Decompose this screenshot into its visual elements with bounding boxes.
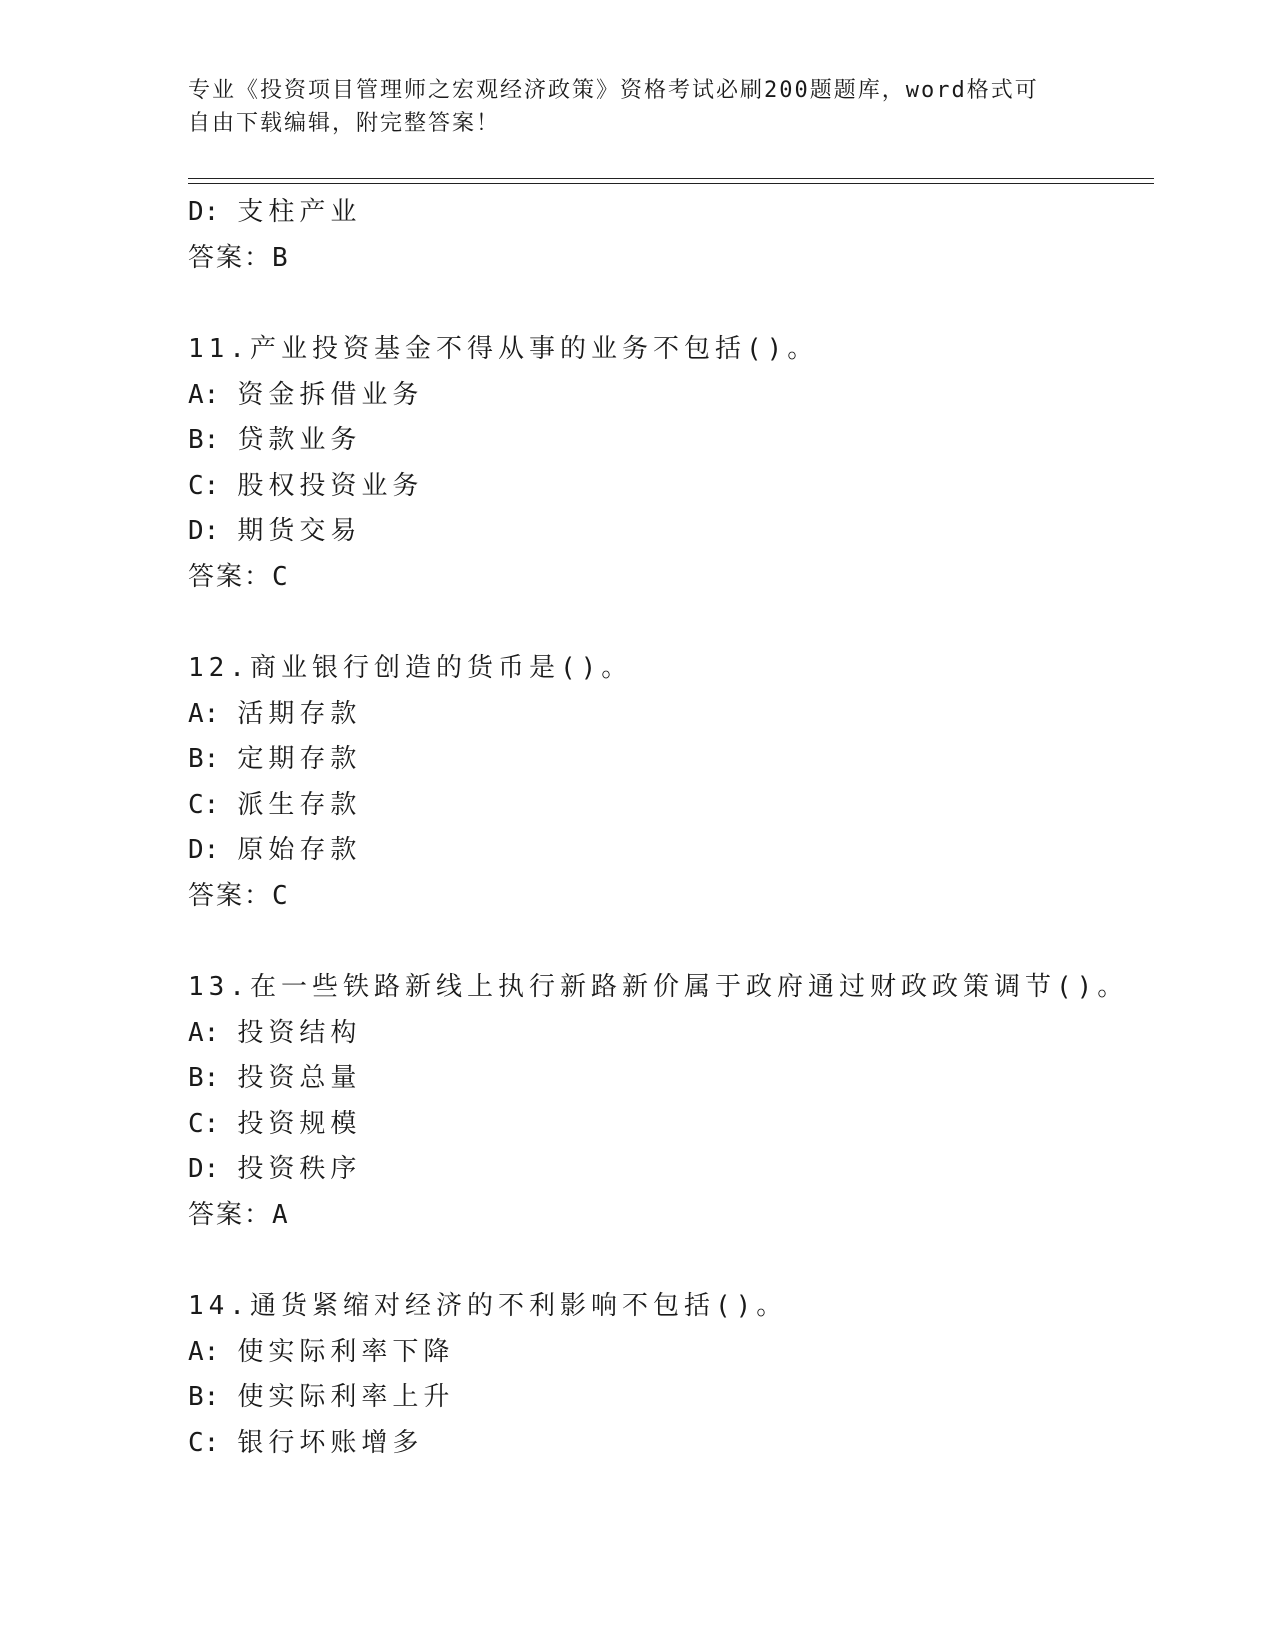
option-text: 股权投资业务	[237, 470, 424, 501]
option-prefix: C:	[188, 1108, 220, 1139]
option-line	[188, 1330, 1148, 1376]
option-line	[188, 1147, 1148, 1193]
option-text: 定期存款	[237, 744, 362, 774]
answer-prefix: 答案：	[188, 561, 273, 592]
question-stem: 13.在一些铁路新线上执行新路新价属于政府通过财政政策调节()。	[188, 972, 1129, 1002]
option-text: 银行坏账增多	[237, 1427, 424, 1458]
answer-prefix: 答案：	[188, 1199, 273, 1230]
option-prefix: D:	[188, 516, 220, 546]
header-divider-bottom	[188, 183, 1154, 184]
answer-line	[188, 555, 1148, 601]
option-line	[188, 1056, 1148, 1102]
option-text: 使实际利率下降	[237, 1336, 455, 1367]
option-prefix: B:	[188, 1063, 220, 1093]
option-line	[188, 1102, 1148, 1148]
option-line	[188, 1011, 1148, 1057]
option-text: 期货交易	[237, 516, 362, 546]
option-line	[188, 737, 1148, 783]
header-title-line-1: 专业《投资项目管理师之宏观经济政策》资格考试必刷200题题库，word格式可	[188, 78, 1039, 103]
header-title-line-2: 自由下载编辑，附完整答案！	[188, 111, 501, 136]
option-prefix: A:	[188, 379, 220, 410]
option-line	[188, 692, 1148, 738]
option-prefix: D:	[188, 835, 220, 865]
option-text: 资金拆借业务	[237, 379, 424, 410]
answer-value: C	[272, 561, 288, 592]
option-text: 原始存款	[237, 835, 362, 865]
header-divider-top	[188, 178, 1154, 179]
document-body	[188, 190, 1148, 1466]
question-stem: 14.通货紧缩对经济的不利影响不包括()。	[188, 1291, 788, 1321]
question-13	[188, 965, 1148, 1238]
option-prefix: B:	[188, 744, 220, 774]
option-line	[188, 1421, 1148, 1467]
option-line	[188, 464, 1148, 510]
option-text: 贷款业务	[237, 425, 362, 455]
answer-value: C	[272, 880, 288, 911]
question-stem: 12.商业银行创造的货币是()。	[188, 653, 633, 683]
option-line	[188, 783, 1148, 829]
option-prefix: D:	[188, 197, 220, 227]
option-prefix: C:	[188, 789, 220, 820]
option-line	[188, 509, 1148, 555]
answer-value: B	[272, 242, 288, 273]
option-text: 投资秩序	[237, 1154, 362, 1184]
option-prefix: B:	[188, 425, 220, 455]
answer-line	[188, 1193, 1148, 1239]
option-prefix: C:	[188, 1427, 220, 1458]
option-text: 活期存款	[237, 698, 362, 729]
question-12	[188, 646, 1148, 919]
option-text: 支柱产业	[237, 197, 362, 227]
option-prefix: A:	[188, 1336, 220, 1367]
answer-prefix: 答案：	[188, 242, 273, 273]
question-14	[188, 1284, 1148, 1466]
option-prefix: A:	[188, 698, 220, 729]
option-text: 投资总量	[237, 1063, 362, 1093]
option-prefix: A:	[188, 1017, 220, 1048]
option-line	[188, 828, 1148, 874]
question-stem: 11.产业投资基金不得从事的业务不包括()。	[188, 334, 819, 364]
answer-value: A	[272, 1199, 288, 1230]
document-header	[188, 74, 1068, 140]
option-text: 派生存款	[237, 789, 362, 820]
option-line	[188, 418, 1148, 464]
option-text: 投资规模	[237, 1108, 362, 1139]
question-11	[188, 327, 1148, 600]
answer-line	[188, 236, 1148, 282]
option-prefix: B:	[188, 1382, 220, 1412]
answer-prefix: 答案：	[188, 880, 273, 911]
option-line	[188, 190, 1148, 236]
option-text: 使实际利率上升	[237, 1382, 455, 1412]
option-line	[188, 373, 1148, 419]
option-prefix: C:	[188, 470, 220, 501]
option-prefix: D:	[188, 1154, 220, 1184]
option-text: 投资结构	[237, 1017, 362, 1048]
answer-line	[188, 874, 1148, 920]
option-line	[188, 1375, 1148, 1421]
